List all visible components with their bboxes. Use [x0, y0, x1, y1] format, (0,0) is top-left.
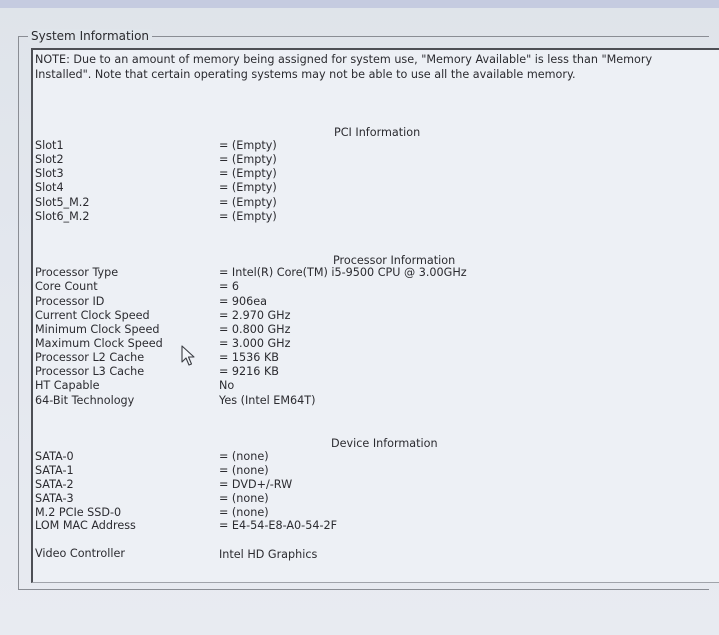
core-count-label: Core Count: [35, 280, 98, 293]
l3-cache-value: = 9216 KB: [219, 365, 279, 378]
lom-mac-value: = E4-54-E8-A0-54-2F: [219, 519, 338, 532]
ht-capable-value: No: [219, 379, 235, 392]
l3-cache-label: Processor L3 Cache: [35, 365, 145, 378]
pci-slot6-value: = (Empty): [219, 210, 277, 223]
processor-id-label: Processor ID: [35, 295, 105, 308]
sata2-value: = DVD+/-RW: [219, 478, 293, 491]
pci-slot1-label: Slot1: [35, 139, 64, 152]
lom-mac-label: LOM MAC Address: [35, 519, 136, 532]
pci-slot2-label: Slot2: [35, 153, 64, 166]
l2-cache-value: = 1536 KB: [219, 351, 279, 364]
pci-slot6-label: Slot6_M.2: [35, 210, 90, 223]
current-clock-label: Current Clock Speed: [35, 309, 150, 322]
memory-note: NOTE: Due to an amount of memory being assigned for system use, "Memory Available" is less than "Memory Installed". Note that certain operating systems may not be able to use all the available memory.: [35, 53, 653, 81]
64bit-value: Yes (Intel EM64T): [219, 394, 316, 407]
l2-cache-label: Processor L2 Cache: [35, 351, 145, 364]
minimum-clock-label: Minimum Clock Speed: [35, 323, 160, 336]
sata0-value: = (none): [219, 450, 269, 463]
top-strip: [0, 0, 719, 8]
current-clock-value: = 2.970 GHz: [219, 309, 291, 322]
pci-slot4-label: Slot4: [35, 181, 64, 194]
ht-capable-label: HT Capable: [35, 379, 100, 392]
64bit-label: 64-Bit Technology: [35, 394, 135, 407]
pci-slot3-label: Slot3: [35, 167, 64, 180]
video-controller-label: Video Controller: [35, 547, 125, 560]
maximum-clock-label: Maximum Clock Speed: [35, 337, 163, 350]
minimum-clock-value: = 0.800 GHz: [219, 323, 291, 336]
pci-heading: PCI Information: [334, 126, 421, 139]
group-title: System Information: [28, 29, 152, 43]
m2-ssd-label: M.2 PCIe SSD-0: [35, 506, 122, 519]
pci-slot3-value: = (Empty): [219, 167, 277, 180]
maximum-clock-value: = 3.000 GHz: [219, 337, 291, 350]
sata3-label: SATA-3: [35, 492, 74, 505]
sata0-label: SATA-0: [35, 450, 74, 463]
pci-slot5-label: Slot5_M.2: [35, 196, 90, 209]
pci-slot2-value: = (Empty): [219, 153, 277, 166]
processor-id-value: = 906ea: [219, 295, 268, 308]
video-controller-value: Intel HD Graphics: [219, 548, 318, 561]
processor-type-value: = Intel(R) Core(TM) i5-9500 CPU @ 3.00GHz: [219, 266, 467, 279]
sata2-label: SATA-2: [35, 478, 74, 491]
sata1-value: = (none): [219, 464, 269, 477]
pci-slot4-value: = (Empty): [219, 181, 277, 194]
pci-slot1-value: = (Empty): [219, 139, 277, 152]
mouse-pointer-icon: [181, 345, 195, 367]
sata1-label: SATA-1: [35, 464, 74, 477]
core-count-value: = 6: [219, 280, 240, 293]
device-heading: Device Information: [331, 437, 438, 450]
pci-slot5-value: = (Empty): [219, 196, 277, 209]
sata3-value: = (none): [219, 492, 269, 505]
processor-type-label: Processor Type: [35, 266, 119, 279]
m2-ssd-value: = (none): [219, 506, 269, 519]
processor-heading: Processor Information: [333, 254, 456, 267]
